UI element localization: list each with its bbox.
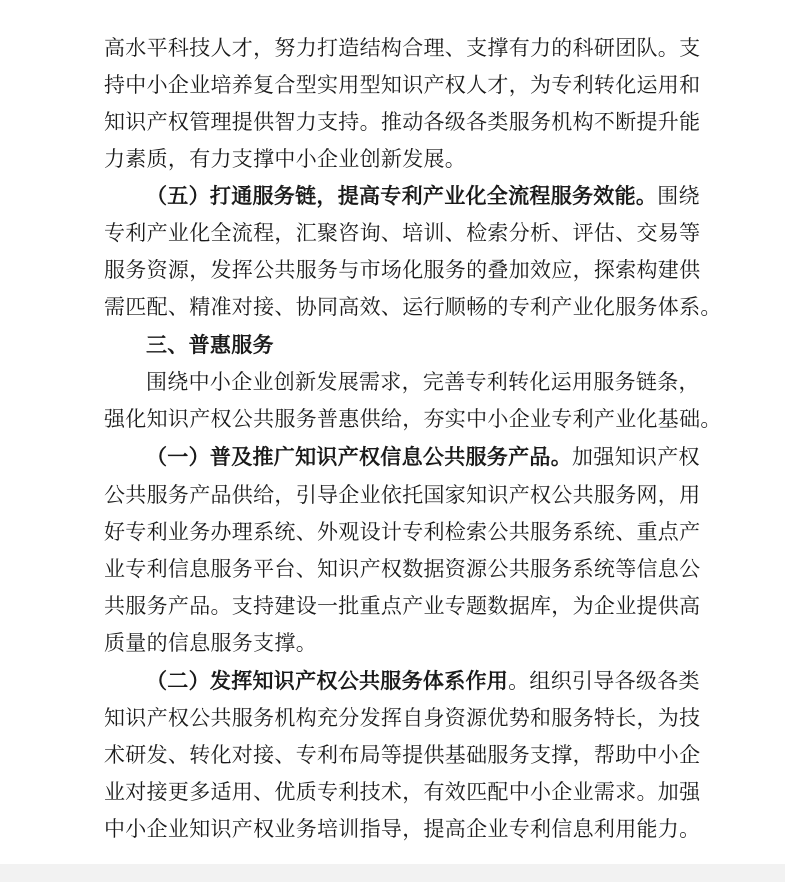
paragraph-line: 持中小企业培养复合型实用型知识产权人才，为专利转化运用和 [104, 73, 701, 97]
page-bottom-strip [0, 864, 785, 882]
subsection-5-heading: （五）打通服务链，提高专利产业化全流程服务效能。 [146, 184, 658, 208]
paragraph-line: 好专利业务办理系统、外观设计专利检索公共服务系统、重点产 [104, 520, 701, 544]
paragraph-line: 中小企业知识产权业务培训指导，提高企业专利信息利用能力。 [104, 817, 701, 841]
paragraph-line: 知识产权公共服务机构充分发挥自身资源优势和服务特长，为技 [104, 706, 701, 730]
paragraph-line: 知识产权管理提供智力支持。推动各级各类服务机构不断提升能 [104, 110, 701, 134]
paragraph-line: 公共服务产品供给，引导企业依托国家知识产权公共服务网，用 [104, 483, 701, 507]
paragraph-line: 共服务产品。支持建设一批重点产业专题数据库，为企业提供高 [104, 594, 701, 618]
subsection-1-first-line [146, 439, 700, 476]
subsection-2-first-line [146, 663, 700, 700]
subsection-2-text: 。组织引导各级各类 [508, 669, 700, 693]
section-3-heading: 三、普惠服务 [146, 333, 274, 357]
paragraph-line: 专利产业化全流程，汇聚咨询、培训、检索分析、评估、交易等 [104, 221, 701, 245]
paragraph-line: 强化知识产权公共服务普惠供给，夯实中小企业专利产业化基础。 [104, 407, 722, 431]
subsection-1-text: 加强知识产权 [572, 445, 700, 469]
paragraph-line: 术研发、转化对接、专利布局等提供基础服务支撑，帮助中小企 [104, 743, 701, 767]
paragraph-line: 质量的信息服务支撑。 [104, 631, 317, 655]
paragraph-line: 需匹配、精准对接、协同高效、运行顺畅的专利产业化服务体系。 [104, 295, 722, 319]
paragraph-line: 服务资源，发挥公共服务与市场化服务的叠加效应，探索构建供 [104, 258, 701, 282]
paragraph-line: 业专利信息服务平台、知识产权数据资源公共服务系统等信息公 [104, 557, 701, 581]
subsection-2-heading: （二）发挥知识产权公共服务体系作用 [146, 669, 509, 693]
paragraph-line: 力素质，有力支撑中小企业创新发展。 [104, 147, 467, 171]
subsection-5-first-line [146, 178, 700, 215]
subsection-1-heading: （一）普及推广知识产权信息公共服务产品。 [146, 445, 572, 469]
paragraph-line: 围绕中小企业创新发展需求，完善专利转化运用服务链条， [146, 370, 700, 394]
paragraph-line: 业对接更多适用、优质专利技术，有效匹配中小企业需求。加强 [104, 780, 701, 804]
paragraph-line: 高水平科技人才，努力打造结构合理、支撑有力的科研团队。支 [104, 36, 701, 60]
subsection-5-text: 围绕 [657, 184, 700, 208]
